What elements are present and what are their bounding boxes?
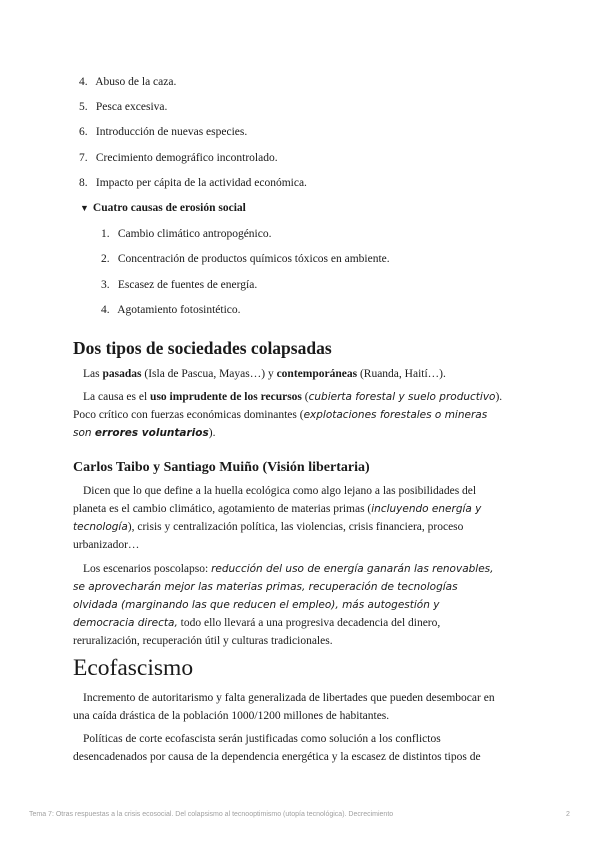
- details-summary[interactable]: [80, 202, 246, 214]
- list-number: 8.: [79, 177, 88, 189]
- page-number: 2: [566, 811, 570, 818]
- list-text: Introducción de nuevas especies.: [95, 126, 248, 138]
- text: Las: [83, 368, 103, 380]
- list-text: Crecimiento demográfico incontrolado.: [95, 152, 278, 164]
- disclosure-triangle-icon[interactable]: ▼: [80, 203, 89, 213]
- list-number: 4.: [79, 76, 88, 88]
- bold-text: contemporáneas: [276, 368, 358, 380]
- italic-text: incluyendo energía y tecnología: [73, 503, 482, 533]
- list-item: [101, 227, 272, 241]
- text: Los escenarios poscolapso:: [83, 563, 212, 575]
- list-text: Pesca excesiva.: [95, 101, 168, 113]
- list-item: [79, 125, 247, 139]
- text: (Isla de Pascua, Mayas…) y: [141, 368, 277, 380]
- list-text: Agotamiento fotosintético.: [117, 304, 241, 316]
- list-text: Concentración de productos químicos tóxicos en ambiente.: [117, 253, 390, 265]
- list-text: Abuso de la caza.: [95, 76, 177, 88]
- paragraph: Políticas de corte ecofascista serán justificadas como solución a los conflictos desencadenados por causa de la dependencia energética y la escasez de distintos tipos de: [73, 733, 481, 763]
- paragraph: [73, 365, 503, 383]
- page-footer: Tema 7: Otras respuestas a la crisis ecosocial. Del colapsismo al tecnooptimismo (utopía tecnológica). Decrecimiento: [29, 811, 394, 818]
- page-section-title: Ecofascismo: [73, 655, 194, 681]
- text: ). Poco crítico con fuerzas económicas dominantes (: [73, 391, 503, 421]
- italic-text: explotaciones forestales o mineras son: [73, 409, 488, 439]
- list-item: [101, 252, 390, 266]
- list-item: [101, 278, 257, 292]
- text: Dicen que lo que define a la huella ecológica como algo lejano a las posibilidades del planeta es el cambio climático, agotamiento de materias primas (: [73, 485, 477, 515]
- paragraph: [73, 482, 503, 554]
- list-number: 1.: [101, 228, 110, 240]
- text: ), crisis y centralización política, las violencias, crisis financiera, proceso urbanizador…: [73, 521, 464, 551]
- bold-text: pasadas: [102, 368, 142, 380]
- list-item: [79, 100, 167, 114]
- italic-text: reducción del uso de energía ganarán las renovables, se aprovecharán mejor las materias primas, recuperación de tecnologías olvidada (marginando las que reducen el empleo), más autogestión y democracia directa,: [73, 563, 494, 629]
- list-text: Cambio climático antropogénico.: [117, 228, 272, 240]
- list-text: Escasez de fuentes de energía.: [117, 279, 258, 291]
- list-number: 3.: [101, 279, 110, 291]
- bold-italic-text: errores voluntarios: [94, 427, 209, 439]
- text: ).: [208, 427, 216, 439]
- text: todo ello llevará a una progresiva decadencia del dinero, reruralización, recuperación útil y culturas tradicionales.: [73, 617, 441, 647]
- subsection-heading: Carlos Taibo y Santiago Muiño (Visión libertaria): [73, 460, 370, 475]
- text: (Ruanda, Haití…).: [357, 368, 446, 380]
- list-number: 6.: [79, 126, 88, 138]
- paragraph: Incremento de autoritarismo y falta generalizada de libertades que pueden desembocar en una caída drástica de la población 1000/1200 millones de habitantes.: [73, 692, 495, 722]
- italic-text: cubierta forestal y suelo productivo: [308, 391, 496, 403]
- bold-text: uso imprudente de los recursos: [150, 391, 302, 403]
- list-number: 5.: [79, 101, 88, 113]
- details-summary-label: Cuatro causas de erosión social: [92, 202, 246, 214]
- text: La causa es el: [83, 391, 151, 403]
- list-number: 7.: [79, 152, 88, 164]
- list-number: 4.: [101, 304, 110, 316]
- list-item: [79, 151, 278, 165]
- text: (: [301, 391, 309, 403]
- list-text: Impacto per cápita de la actividad económica.: [95, 177, 307, 189]
- list-item: [101, 303, 241, 317]
- paragraph: [73, 388, 503, 442]
- section-heading: Dos tipos de sociedades colapsadas: [73, 338, 332, 358]
- list-number: 2.: [101, 253, 110, 265]
- list-item: [79, 176, 307, 190]
- list-item: [79, 75, 176, 89]
- paragraph: [73, 560, 503, 650]
